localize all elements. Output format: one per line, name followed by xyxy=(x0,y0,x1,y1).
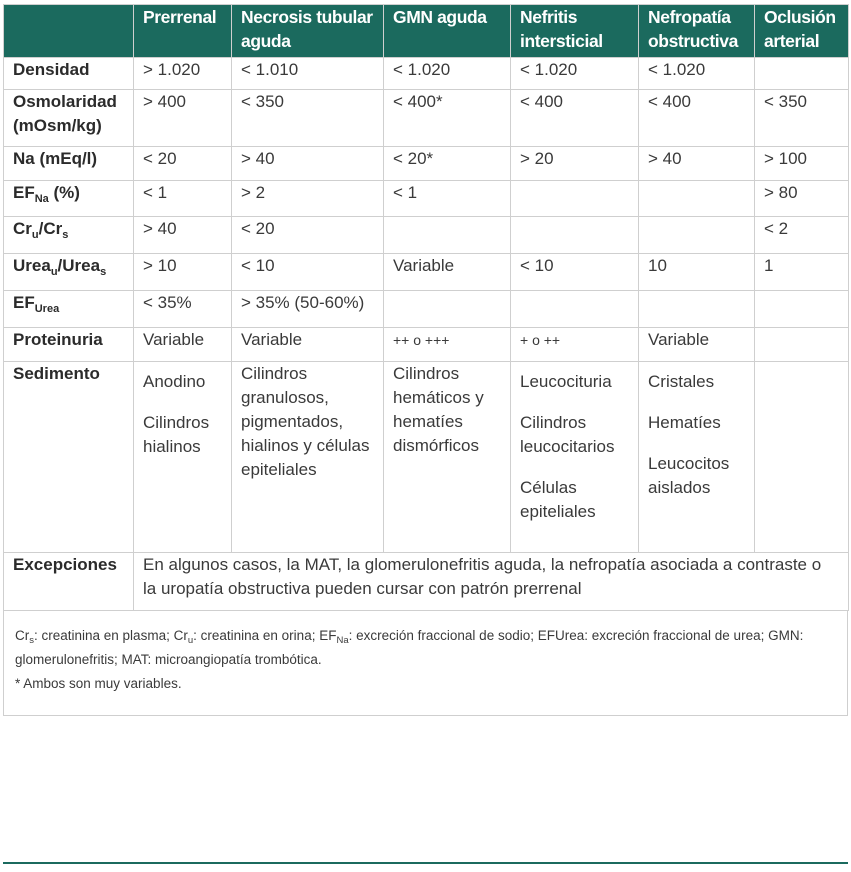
cell xyxy=(511,181,639,217)
cell: < 10 xyxy=(511,254,639,291)
col-header-ntа: Necrosis tubular aguda xyxy=(232,5,384,58)
cell: < 1 xyxy=(134,181,232,217)
cell: < 350 xyxy=(755,90,849,147)
cell: > 100 xyxy=(755,147,849,181)
col-header-gmn: GMN aguda xyxy=(384,5,511,58)
footnote-asterisk: * Ambos son muy variables. xyxy=(15,676,182,691)
row-label xyxy=(4,254,134,291)
cell xyxy=(511,291,639,328)
footnote-abbreviations xyxy=(15,624,836,672)
footnote xyxy=(3,611,848,716)
row-urea-ratio xyxy=(4,254,849,291)
sediment-item: Cilindros leucocitarios xyxy=(520,413,615,456)
row-na xyxy=(4,147,849,181)
row-label xyxy=(4,291,134,328)
row-label xyxy=(4,217,134,254)
cell-sedimento-nefritis xyxy=(511,362,639,553)
cell: < 400 xyxy=(511,90,639,147)
cell: Variable xyxy=(639,328,755,362)
cell xyxy=(755,291,849,328)
cell: < 1 xyxy=(384,181,511,217)
cell xyxy=(384,291,511,328)
cell: Variable xyxy=(134,328,232,362)
sediment-item: Cristales xyxy=(648,372,715,391)
row-proteinuria xyxy=(4,328,849,362)
renal-diagnosis-table xyxy=(3,4,849,611)
row-sedimento xyxy=(4,362,849,553)
cell: < 1.010 xyxy=(232,58,384,90)
cell: > 40 xyxy=(134,217,232,254)
row-label xyxy=(4,181,134,217)
cell: > 80 xyxy=(755,181,849,217)
row-label: Proteinuria xyxy=(4,328,134,362)
cell: > 1.020 xyxy=(134,58,232,90)
abbr-def: : creatinina en plasma; xyxy=(34,628,174,643)
sediment-item: Hematíes xyxy=(648,413,721,432)
row-label: Densidad xyxy=(4,58,134,90)
cell xyxy=(511,217,639,254)
label-text: /Cr xyxy=(38,219,63,238)
col-header-nefritis: Nefritis intersticial xyxy=(511,5,639,58)
cell: < 20* xyxy=(384,147,511,181)
sediment-item: Leucocitos aislados xyxy=(648,454,730,497)
sediment-text: Cilindros hemáticos y hematíes dismórficos xyxy=(393,364,484,455)
cell: > 20 xyxy=(511,147,639,181)
label-subscript: u xyxy=(31,229,39,241)
row-osmolaridad xyxy=(4,90,849,147)
cell: < 350 xyxy=(232,90,384,147)
cell: > 10 xyxy=(134,254,232,291)
cell xyxy=(755,328,849,362)
cell: 1 xyxy=(755,254,849,291)
row-label: Osmolaridad (mOsm/kg) xyxy=(4,90,134,147)
cell: Variable xyxy=(232,328,384,362)
label-text: Urea xyxy=(13,256,51,275)
cell: > 35% (50-60%) xyxy=(232,291,384,328)
cell: Variable xyxy=(384,254,511,291)
cell: < 400* xyxy=(384,90,511,147)
exceptions-text: En algunos casos, la MAT, la glomerulonefritis aguda, la nefropatía asociada a contraste o la uropatía obstructiva pueden cursar con patrón prerrenal xyxy=(134,553,849,611)
row-densidad xyxy=(4,58,849,90)
sediment-item: Células epiteliales xyxy=(520,478,596,521)
sediment-item: Anodino xyxy=(143,372,206,391)
cell-sedimento-obstructiva xyxy=(639,362,755,553)
label-text: EF xyxy=(13,293,35,312)
abbr-def: : creatinina en orina; xyxy=(193,628,320,643)
abbr-def: : excreción fraccional de sodio; EFUrea: excreción fraccional de urea; GMN: glomerulonefritis; MAT: microangiopatía trombótica. xyxy=(15,628,804,667)
col-header-obstructiva: Nefropatía obstructiva xyxy=(639,5,755,58)
label-subscript: u xyxy=(50,266,58,278)
row-label: Sedimento xyxy=(4,362,134,553)
cell: > 40 xyxy=(639,147,755,181)
cell: > 400 xyxy=(134,90,232,147)
col-header-oclusion: Oclusión arterial xyxy=(755,5,849,58)
cell-sedimento-gmn xyxy=(384,362,511,553)
label-subscript: s xyxy=(62,229,69,241)
cell: < 20 xyxy=(232,217,384,254)
cell: < 20 xyxy=(134,147,232,181)
label-text: (%) xyxy=(48,183,80,202)
cell: < 1.020 xyxy=(384,58,511,90)
cell xyxy=(639,291,755,328)
cell: < 10 xyxy=(232,254,384,291)
cell: < 1.020 xyxy=(639,58,755,90)
cell: 10 xyxy=(639,254,755,291)
cell-sedimento-prerrenal xyxy=(134,362,232,553)
cell-sedimento-ntа xyxy=(232,362,384,553)
cell: + o ++ xyxy=(511,328,639,362)
bottom-rule xyxy=(3,862,848,864)
abbr-sub: u xyxy=(187,635,194,646)
sediment-item: Leucocituria xyxy=(520,372,612,391)
label-text: Cr xyxy=(13,219,32,238)
label-subscript: s xyxy=(100,266,107,278)
row-label: Na (mEq/l) xyxy=(4,147,134,181)
sediment-item: Cilindros hialinos xyxy=(143,413,210,456)
cell: < 400 xyxy=(639,90,755,147)
cell: > 2 xyxy=(232,181,384,217)
label-text: EF xyxy=(13,183,35,202)
cell-sedimento-oclusion xyxy=(755,362,849,553)
header-row xyxy=(4,5,849,58)
cell: < 35% xyxy=(134,291,232,328)
label-subscript: Na xyxy=(34,193,49,205)
abbr-sub: Na xyxy=(336,635,349,646)
cell xyxy=(639,217,755,254)
cell xyxy=(384,217,511,254)
cell xyxy=(639,181,755,217)
renal-table-container xyxy=(3,4,848,716)
header-corner xyxy=(4,5,134,58)
cell: < 1.020 xyxy=(511,58,639,90)
cell xyxy=(755,58,849,90)
row-label: Excepciones xyxy=(4,553,134,611)
cell: > 40 xyxy=(232,147,384,181)
row-efurea xyxy=(4,291,849,328)
abbr: Cr xyxy=(15,628,30,643)
row-efna xyxy=(4,181,849,217)
sediment-text: Cilindros granulosos, pigmentados, hialinos y células epiteliales xyxy=(241,364,370,479)
col-header-prerrenal: Prerrenal xyxy=(134,5,232,58)
label-text: /Urea xyxy=(57,256,101,275)
cell: ++ o +++ xyxy=(384,328,511,362)
cell: < 2 xyxy=(755,217,849,254)
abbr-sub: s xyxy=(29,635,34,646)
row-excepciones xyxy=(4,553,849,611)
label-subscript: Urea xyxy=(34,303,60,315)
abbr: Cr xyxy=(173,628,188,643)
row-creatinine-ratio xyxy=(4,217,849,254)
abbr: EF xyxy=(319,628,337,643)
